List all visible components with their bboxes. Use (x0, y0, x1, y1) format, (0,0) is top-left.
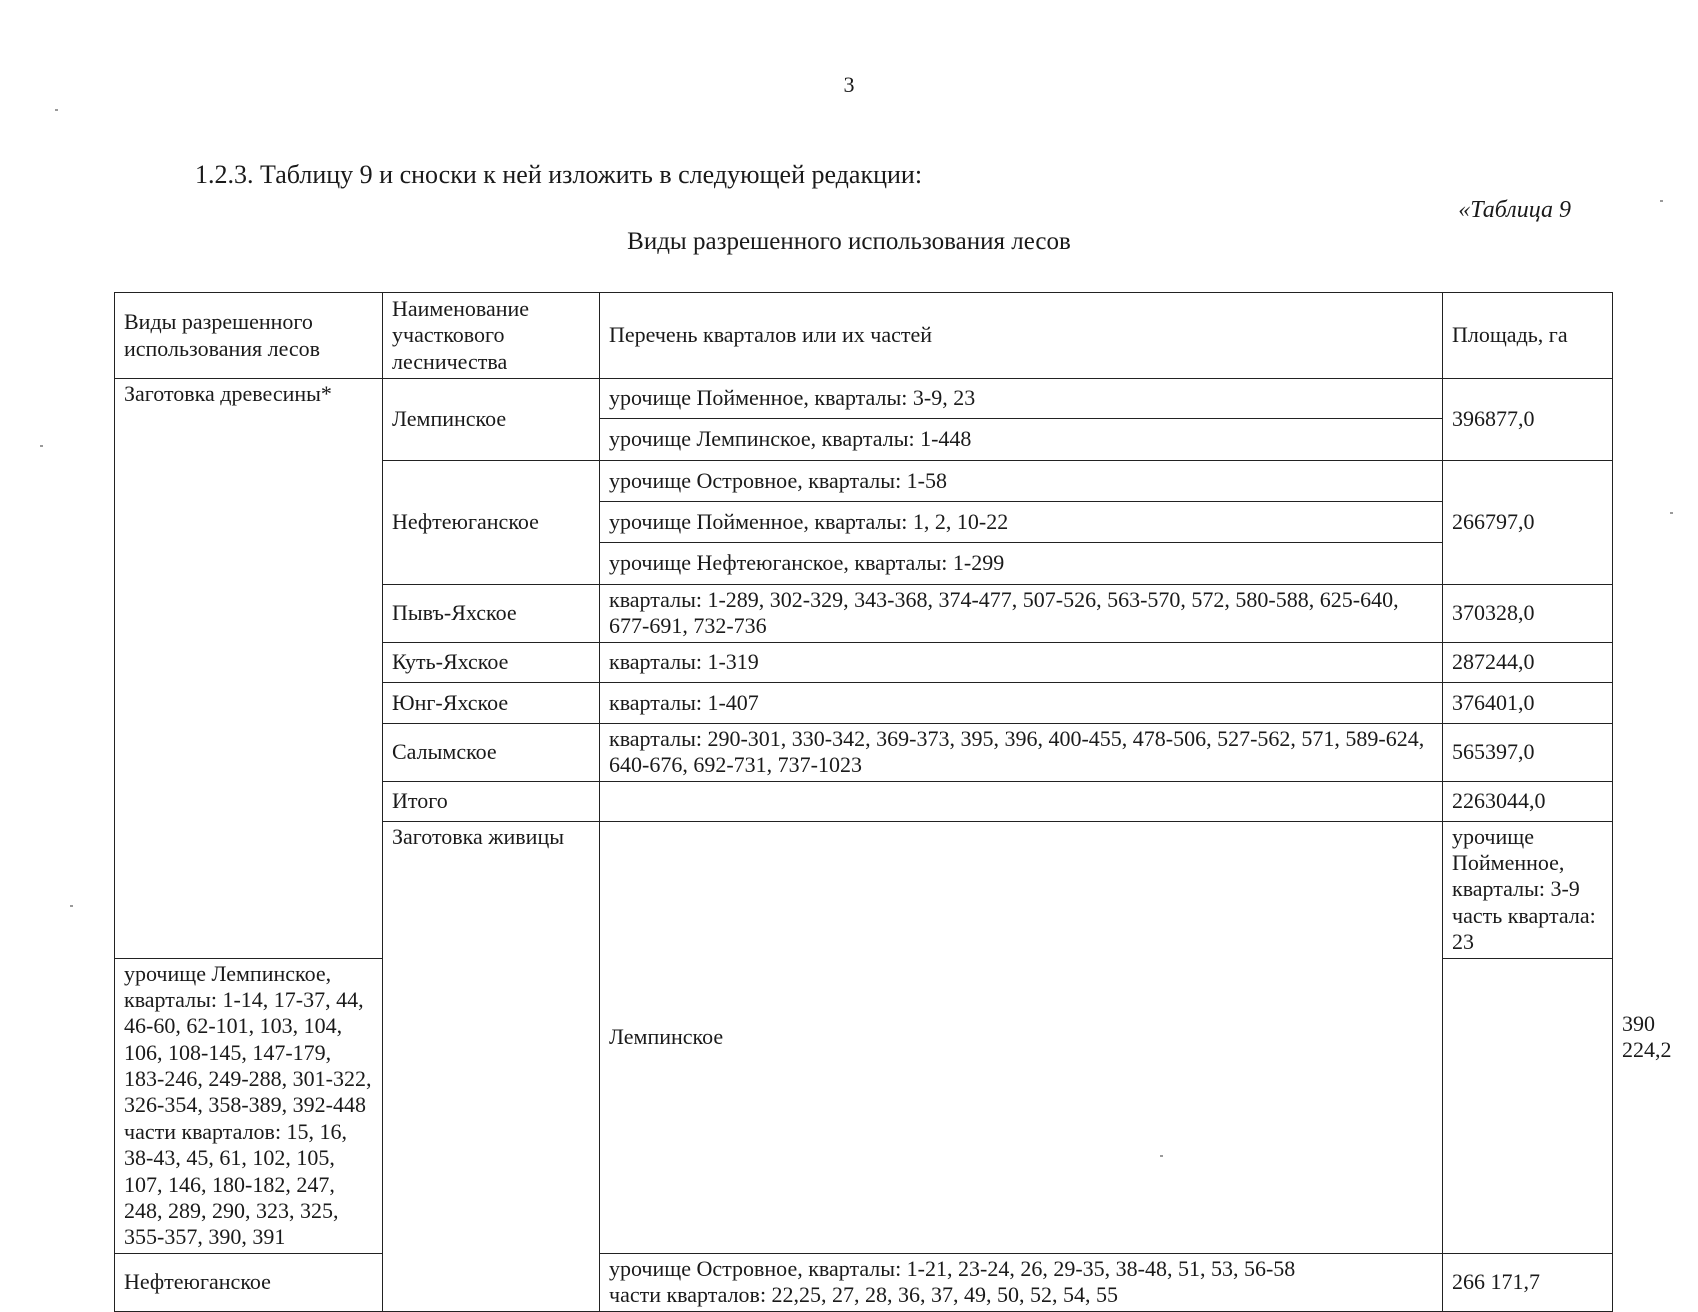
quarters-cell: кварталы: 290-301, 330-342, 369-373, 395, 396, 400-455, 478-506, 527-562, 571, 589-624, 640-676, 692-731, 737-1023 (600, 723, 1443, 781)
intro-paragraph: 1.2.3. Таблицу 9 и сноски к ней изложить в следующей редакции: (195, 160, 923, 189)
total-label-cell: Итого (383, 781, 600, 821)
area-cell: 287244,0 (1443, 642, 1613, 682)
header-area: Площадь, га (1443, 293, 1613, 379)
header-quarters: Перечень кварталов или их частей (600, 293, 1443, 379)
forestry-cell: Куть-Яхское (383, 642, 600, 682)
forestry-cell: Лемпинское (600, 821, 1443, 1253)
scan-speck (1660, 200, 1663, 202)
total-area-cell: 2263044,0 (1443, 781, 1613, 821)
quarters-cell (600, 781, 1443, 821)
forestry-cell: Юнг-Яхское (383, 682, 600, 723)
page-number: 3 (843, 72, 855, 97)
table-row (115, 379, 1613, 419)
quarters-cell: урочище Нефтеюганское, кварталы: 1-299 (600, 543, 1443, 585)
table-row: Заготовка живицы Лемпинское урочище Пойменное, кварталы: 3-9 часть квартала: 23 390 224,2 (115, 821, 1613, 958)
area-cell: 266797,0 (1443, 461, 1613, 585)
forest-use-table (114, 292, 1672, 1312)
quarters-cell: урочище Островное, кварталы: 1-21, 23-24, 26, 29-35, 38-48, 51, 53, 56-58 части кварталов: 22,25, 27, 28, 36, 37, 49, 50, 52, 54, 55 (600, 1253, 1443, 1311)
forestry-cell: Салымское (383, 723, 600, 781)
header-use-type: Виды разрешенного использования лесов (115, 293, 383, 379)
quarters-cell: кварталы: 1-289, 302-329, 343-368, 374-477, 507-526, 563-570, 572, 580-588, 625-640, 677-691, 732-736 (600, 585, 1443, 643)
forestry-cell: Лемпинское (383, 379, 600, 461)
area-cell: 396877,0 (1443, 379, 1613, 461)
scan-speck (40, 445, 43, 447)
quarters-cell: кварталы: 1-407 (600, 682, 1443, 723)
forestry-cell: Пывъ-Яхское (383, 585, 600, 643)
table-header-row (115, 293, 1613, 379)
scan-speck (55, 109, 58, 111)
quarters-cell: урочище Пойменное, кварталы: 3-9 часть квартала: 23 (1443, 821, 1613, 958)
use-type-cell: Заготовка живицы (383, 821, 600, 1311)
area-cell: 565397,0 (1443, 723, 1613, 781)
quarters-cell: урочище Островное, кварталы: 1-58 (600, 461, 1443, 502)
area-cell: 370328,0 (1443, 585, 1613, 643)
quarters-cell: урочище Пойменное, кварталы: 1, 2, 10-22 (600, 502, 1443, 543)
quarters-cell: урочище Пойменное, кварталы: 3-9, 23 (600, 379, 1443, 419)
table-row (115, 1253, 1613, 1311)
scan-speck (1160, 1155, 1163, 1157)
header-forestry: Наименование участкового лесничества (383, 293, 600, 379)
scan-speck (70, 905, 73, 907)
table-title: Виды разрешенного использования лесов (627, 228, 1071, 255)
area-cell: 266 171,7 (1443, 1253, 1613, 1311)
scan-speck (1670, 512, 1673, 514)
forestry-cell: Нефтеюганское (383, 461, 600, 585)
quarters-cell: урочище Лемпинское, кварталы: 1-448 (600, 419, 1443, 461)
quarters-cell: кварталы: 1-319 (600, 642, 1443, 682)
use-type-cell: Заготовка древесины* (115, 379, 383, 959)
forestry-cell: Нефтеюганское (115, 1253, 383, 1311)
area-cell: 376401,0 (1443, 682, 1613, 723)
table-label: «Таблица 9 (1458, 197, 1571, 223)
quarters-cell: урочище Лемпинское, кварталы: 1-14, 17-37, 44, 46-60, 62-101, 103, 104, 106, 108-145, 147-179, 183-246, 249-288, 301-322, 326-354, 358-389, 392-448 части кварталов: 15, 16, 38-43, 45, 61, 102, 105, 107, 146, 180-182, 247, 248, 289, 290, 323, 325, 355-357, 390, 391 (115, 958, 383, 1253)
